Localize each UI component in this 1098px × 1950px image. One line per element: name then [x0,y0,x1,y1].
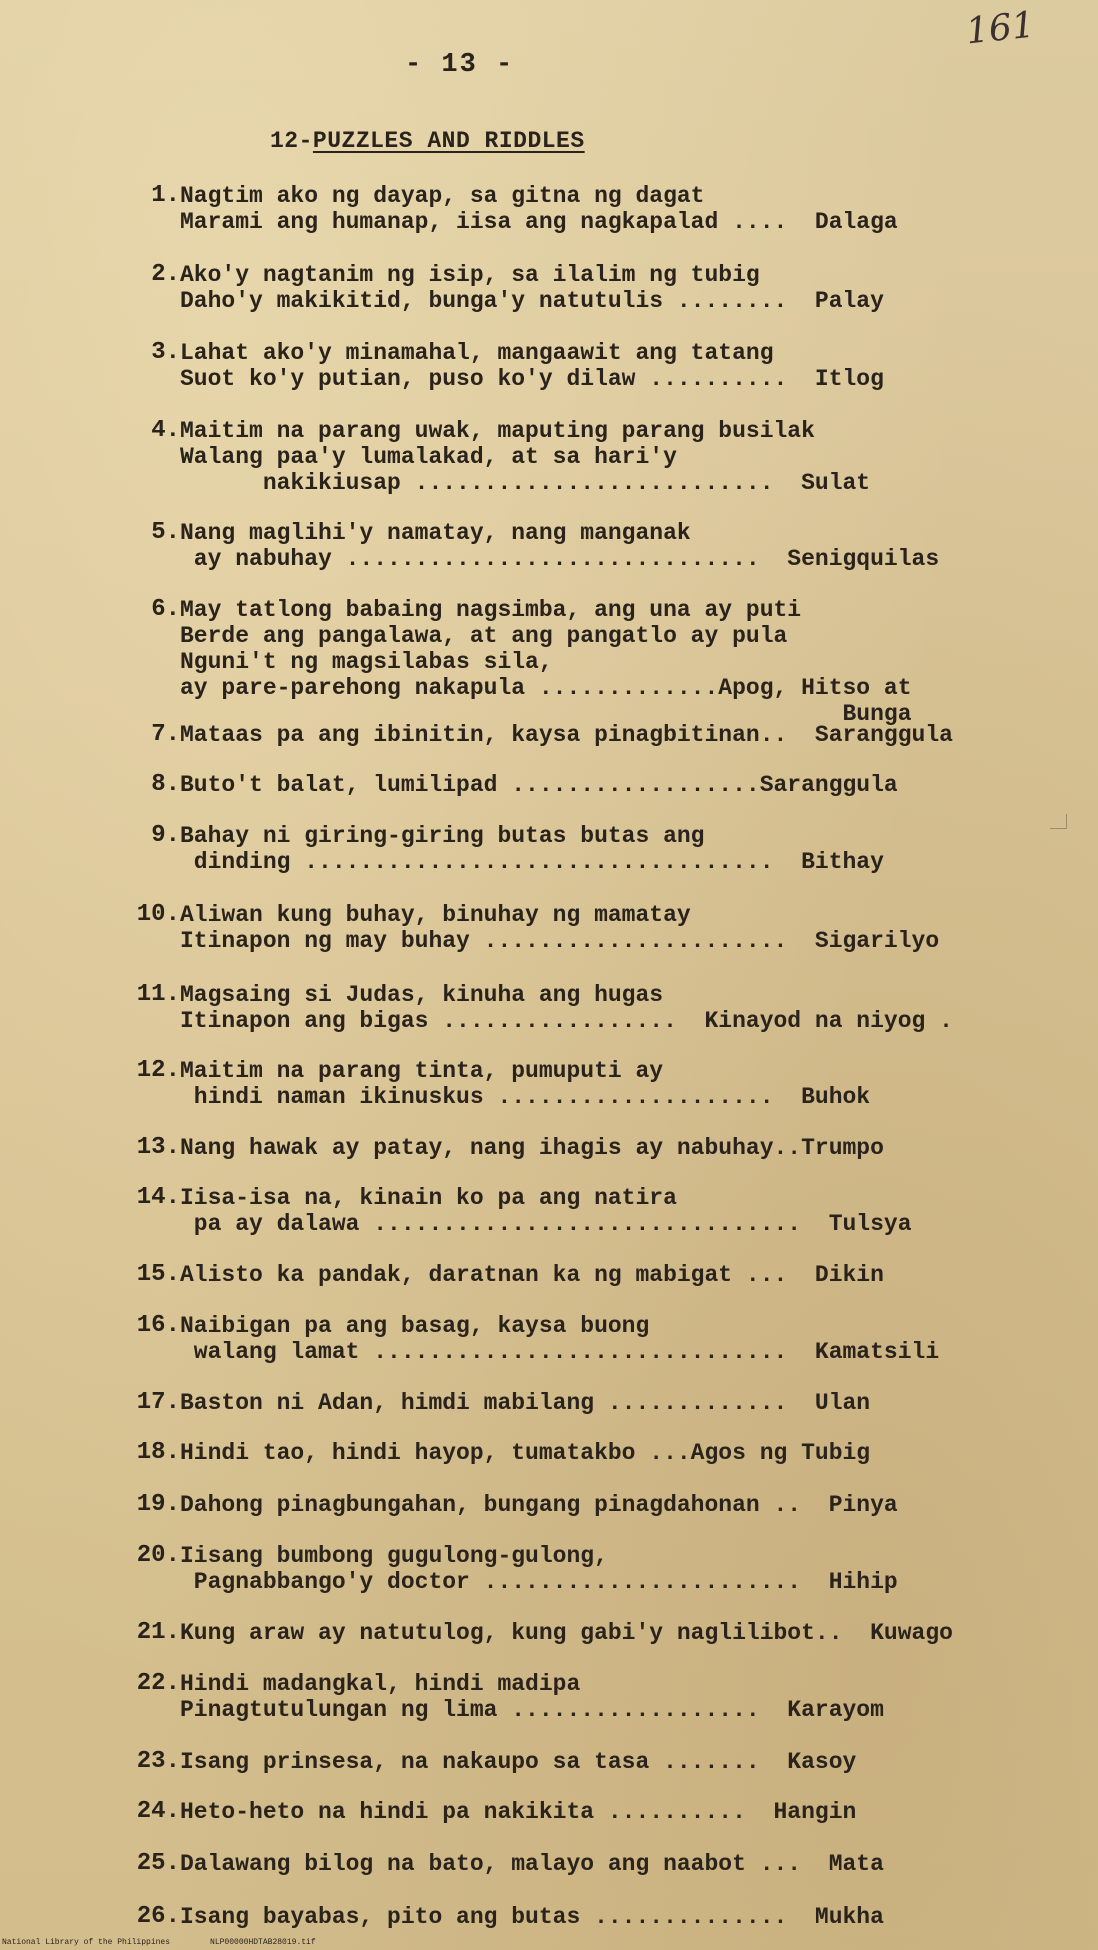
riddle-number: 15. [136,1261,180,1288]
riddle-number: 5. [151,519,180,546]
riddle-line: Marami ang humanap, iisa ang nagkapalad .... Dalaga [180,209,898,235]
riddle-number: 1. [151,182,180,209]
riddle-line: Mataas pa ang ibinitin, kaysa pinagbitinan.. Saranggula [180,722,953,748]
riddle-line: ay nabuhay .............................. Senigquilas [180,546,940,572]
riddle-line: Buto't balat, lumilipad ..................Saranggula [180,772,898,798]
riddle-line: Isang bayabas, pito ang butas .............. Mukha [180,1904,884,1930]
riddle-line: Nang hawak ay patay, nang ihagis ay nabuhay..Trumpo [180,1135,884,1161]
riddle-line: Lahat ako'y minamahal, mangaawit ang tatang [180,340,774,366]
section-heading [270,128,585,154]
riddle-number: 7. [151,721,180,748]
riddle-number: 20. [136,1542,180,1569]
riddle-number: 22. [136,1670,180,1697]
page-number: - 13 - [405,50,515,80]
riddle-number: 2. [151,261,180,288]
riddle-line: Itinapon ang bigas ................. Kinayod na niyog . [180,1008,953,1034]
riddle-number: 25. [136,1850,180,1877]
riddle-line: Itinapon ng may buhay ...................... Sigarilyo [180,928,940,954]
riddle-line: Iisang bumbong gugulong-gulong, [180,1543,608,1569]
margin-mark [1050,814,1067,829]
riddle-line: Magsaing si Judas, kinuha ang hugas [180,982,664,1008]
riddle-line: Walang paa'y lumalakad, at sa hari'y [180,444,677,470]
riddle-line: Hindi tao, hindi hayop, tumatakbo ...Agos ng Tubig [180,1440,871,1466]
riddle-number: 6. [151,596,180,623]
riddle-line: Alisto ka pandak, daratnan ka ng mabigat ... Dikin [180,1262,884,1288]
riddle-line: Pinagtutulungan ng lima .................. Karayom [180,1697,884,1723]
heading-prefix: 12- [270,128,313,154]
riddle-line: Maitim na parang tinta, pumuputi ay [180,1058,664,1084]
riddle-line: Naibigan pa ang basag, kaysa buong [180,1313,650,1339]
riddle-number: 24. [136,1798,180,1825]
riddle-number: 3. [151,339,180,366]
riddle-number: 11. [136,981,180,1008]
riddle-number: 16. [136,1312,180,1339]
riddle-line: Isang prinsesa, na nakaupo sa tasa ....... Kasoy [180,1749,857,1775]
riddle-line: Nagtim ako ng dayap, sa gitna ng dagat [180,183,705,209]
riddle-number: 10. [136,901,180,928]
riddle-number: 14. [136,1184,180,1211]
riddle-line: Heto-heto na hindi pa nakikita .......... Hangin [180,1799,857,1825]
riddle-line: Bunga [180,701,912,727]
riddle-number: 17. [136,1389,180,1416]
riddle-line: Baston ni Adan, himdi mabilang ............. Ulan [180,1390,871,1416]
riddle-line: Dahong pinagbungahan, bungang pinagdahonan .. Pinya [180,1492,898,1518]
scan-footer [2,1938,316,1947]
heading-title: PUZZLES AND RIDDLES [312,128,585,154]
riddle-line: Maitim na parang uwak, maputing parang busilak [180,418,815,444]
footer-file-code: NLP00000HDTAB28019.tif [210,1938,316,1947]
riddle-number: 21. [136,1619,180,1646]
riddle-number: 4. [151,417,180,444]
riddle-line: Ako'y nagtanim ng isip, sa ilalim ng tubig [180,262,760,288]
riddle-line: dinding .................................. Bithay [180,849,884,875]
riddle-line: Daho'y makikitid, bunga'y natutulis ........ Palay [180,288,884,314]
riddle-line: Aliwan kung buhay, binuhay ng mamatay [180,902,691,928]
riddle-line: Hindi madangkal, hindi madipa [180,1671,581,1697]
riddle-number: 9. [151,822,180,849]
riddle-line: Pagnabbango'y doctor ....................... Hihip [180,1569,898,1595]
riddle-number: 8. [151,771,180,798]
riddle-line: Iisa-isa na, kinain ko pa ang natira [180,1185,677,1211]
riddle-number: 26. [136,1903,180,1930]
riddle-line: Dalawang bilog na bato, malayo ang naabot ... Mata [180,1851,884,1877]
riddle-line: Kung araw ay natutulog, kung gabi'y naglilibot.. Kuwago [180,1620,953,1646]
riddle-number: 12. [136,1057,180,1084]
riddle-number: 19. [136,1491,180,1518]
riddle-line: hindi naman ikinuskus .................... Buhok [180,1084,871,1110]
riddle-line: walang lamat .............................. Kamatsili [180,1339,940,1365]
riddle-line: Bahay ni giring-giring butas butas ang [180,823,705,849]
riddle-line: Nang maglihi'y namatay, nang manganak [180,520,691,546]
riddle-number: 18. [136,1439,180,1466]
riddle-line: ay pare-parehong nakapula .............Apog, Hitso at [180,675,912,701]
riddle-line: Nguni't ng magsilabas sila, [180,649,553,675]
riddle-line: pa ay dalawa ............................... Tulsya [180,1211,912,1237]
riddle-line: May tatlong babaing nagsimba, ang una ay puti [180,597,802,623]
riddle-line: Suot ko'y putian, puso ko'y dilaw .......... Itlog [180,366,884,392]
riddle-line: nakikiusap .......................... Sulat [180,470,871,496]
footer-source: National Library of the Philippines [2,1938,171,1947]
riddle-number: 23. [136,1748,180,1775]
riddle-number: 13. [136,1134,180,1161]
riddle-line: Berde ang pangalawa, at ang pangatlo ay pula [180,623,788,649]
handwritten-page-number: 161 [964,4,1037,53]
